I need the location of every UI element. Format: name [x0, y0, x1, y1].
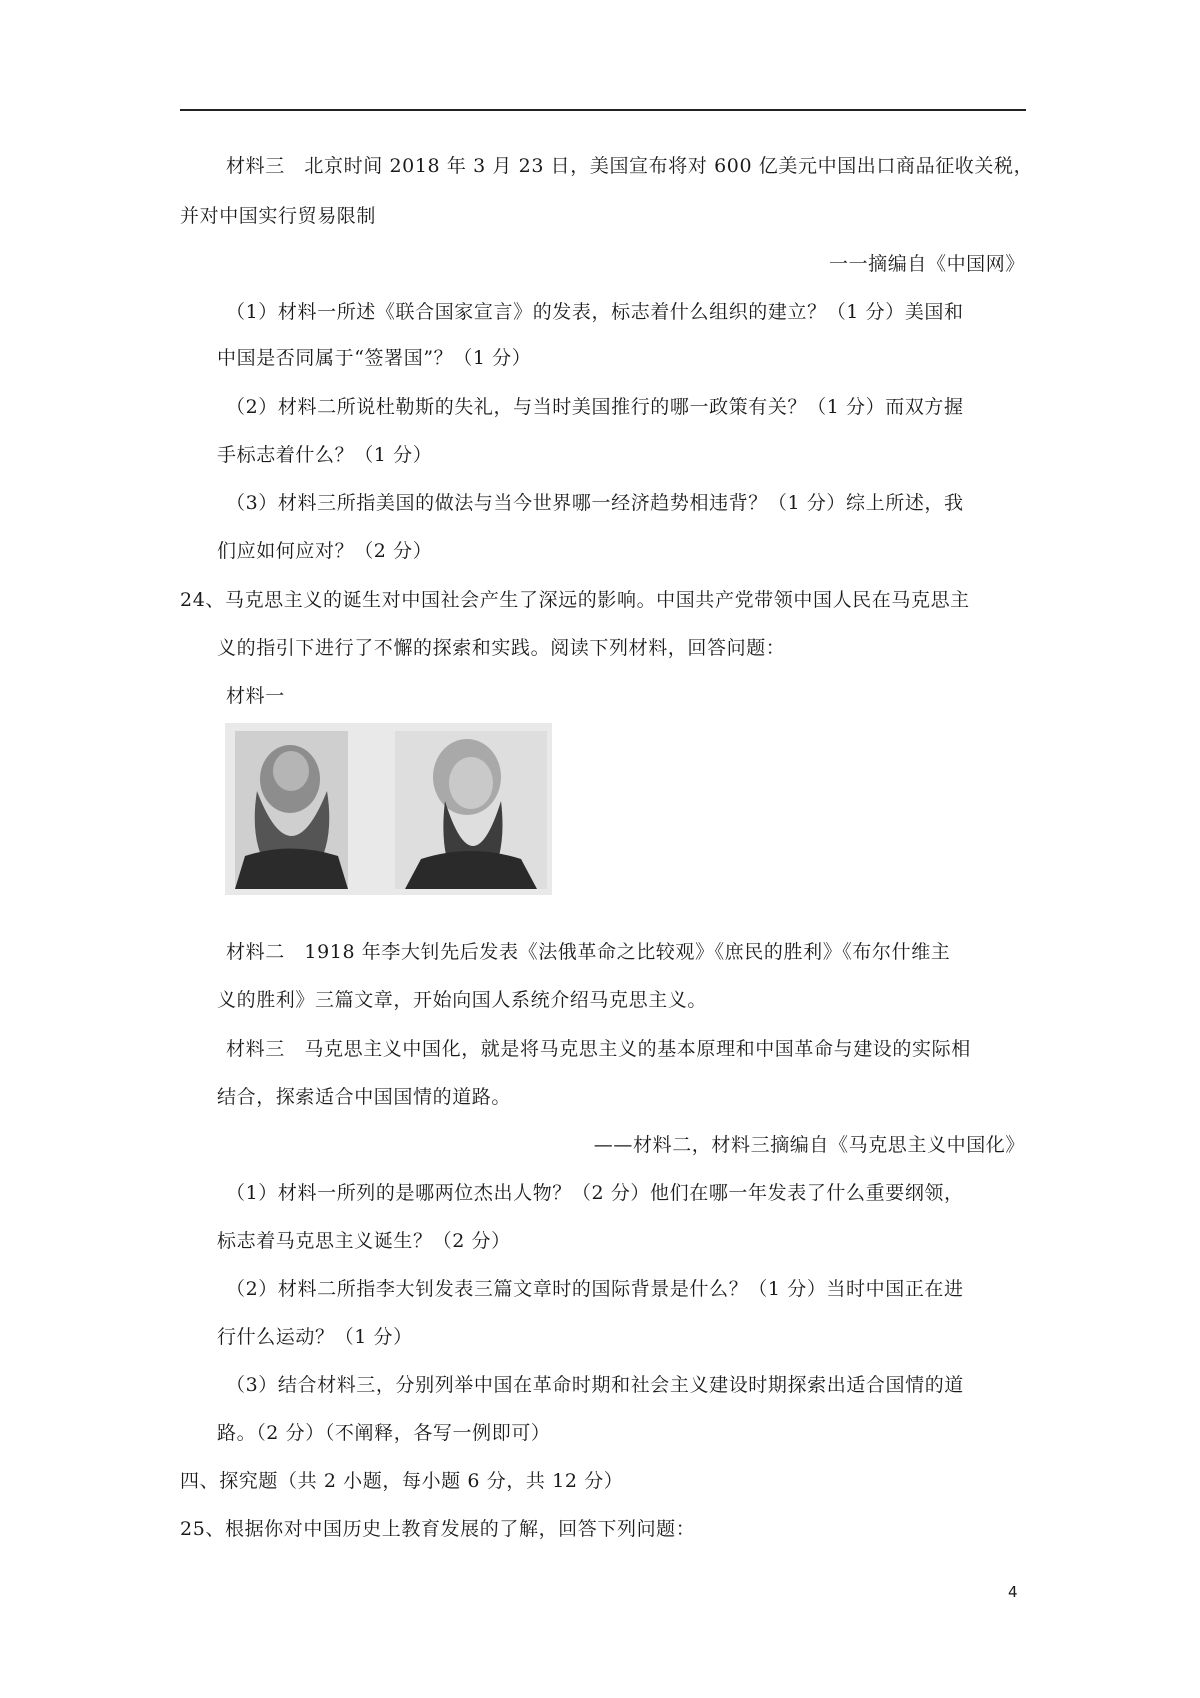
q23-material3-line1: 材料三 北京时间 2018 年 3 月 23 日，美国宣布将对 600 亿美元中国出口商品征收关税， — [226, 155, 1034, 177]
q25-stem: 25、根据你对中国历史上教育发展的了解，回答下列问题： — [180, 1518, 696, 1540]
portraits-photo — [225, 723, 552, 895]
q24-sub1-line1: （1）材料一所列的是哪两位杰出人物？（2 分）他们在哪一年发表了什么重要纲领， — [226, 1182, 964, 1204]
q24-sub2-line2: 行什么运动？（1 分） — [217, 1326, 413, 1348]
q23-sub1-line1: （1）材料一所述《联合国家宣言》的发表，标志着什么组织的建立？（1 分）美国和 — [226, 301, 964, 323]
q24-material3-line2: 结合，探索适合中国国情的道路。 — [217, 1086, 512, 1108]
q24-material2-line2: 义的胜利》三篇文章，开始向国人系统介绍马克思主义。 — [217, 989, 708, 1011]
q23-sub2-line1: （2）材料二所说杜勒斯的失礼，与当时美国推行的哪一政策有关？（1 分）而双方握 — [226, 396, 964, 418]
header-rule — [180, 109, 1026, 111]
q24-material2-line1: 材料二 1918 年李大钊先后发表《法俄革命之比较观》《庶民的胜利》《布尔什维主 — [226, 941, 951, 963]
page-number: 4 — [1008, 1583, 1018, 1601]
q23-sub3-line1: （3）材料三所指美国的做法与当今世界哪一经济趋势相违背？（1 分）综上所述，我 — [226, 492, 964, 514]
q24-stem-line1: 24、马克思主义的诞生对中国社会产生了深远的影响。中国共产党带领中国人民在马克思主 — [180, 589, 970, 611]
section4-heading: 四、探究题（共 2 小题，每小题 6 分，共 12 分） — [180, 1470, 624, 1492]
q23-sub1-line2: 中国是否同属于“签署国”？（1 分） — [217, 347, 532, 369]
engels-portrait — [395, 731, 547, 889]
q24-sub2-line1: （2）材料二所指李大钊发表三篇文章时的国际背景是什么？（1 分）当时中国正在进 — [226, 1278, 964, 1300]
q23-sub3-line2: 们应如何应对？（2 分） — [217, 540, 433, 562]
q24-source: ——材料二，材料三摘编自《马克思主义中国化》 — [593, 1134, 1025, 1156]
q23-sub2-line2: 手标志着什么？（1 分） — [217, 444, 433, 466]
q24-material3-line1: 材料三 马克思主义中国化，就是将马克思主义的基本原理和中国革命与建设的实际相 — [226, 1038, 971, 1060]
q24-sub3-line1: （3）结合材料三，分别列举中国在革命时期和社会主义建设时期探索出适合国情的道 — [226, 1374, 964, 1396]
q24-sub1-line2: 标志着马克思主义诞生？（2 分） — [217, 1230, 511, 1252]
q24-material1-label: 材料一 — [226, 685, 285, 707]
marx-portrait — [235, 731, 348, 889]
q23-source: 一一摘编自《中国网》 — [828, 253, 1025, 275]
q23-material3-line2: 并对中国实行贸易限制 — [180, 205, 377, 227]
q24-stem-line2: 义的指引下进行了不懈的探索和实践。阅读下列材料，回答问题： — [217, 637, 786, 659]
q24-sub3-line2: 路。（2 分）（不阐释，各写一例即可） — [217, 1422, 551, 1444]
